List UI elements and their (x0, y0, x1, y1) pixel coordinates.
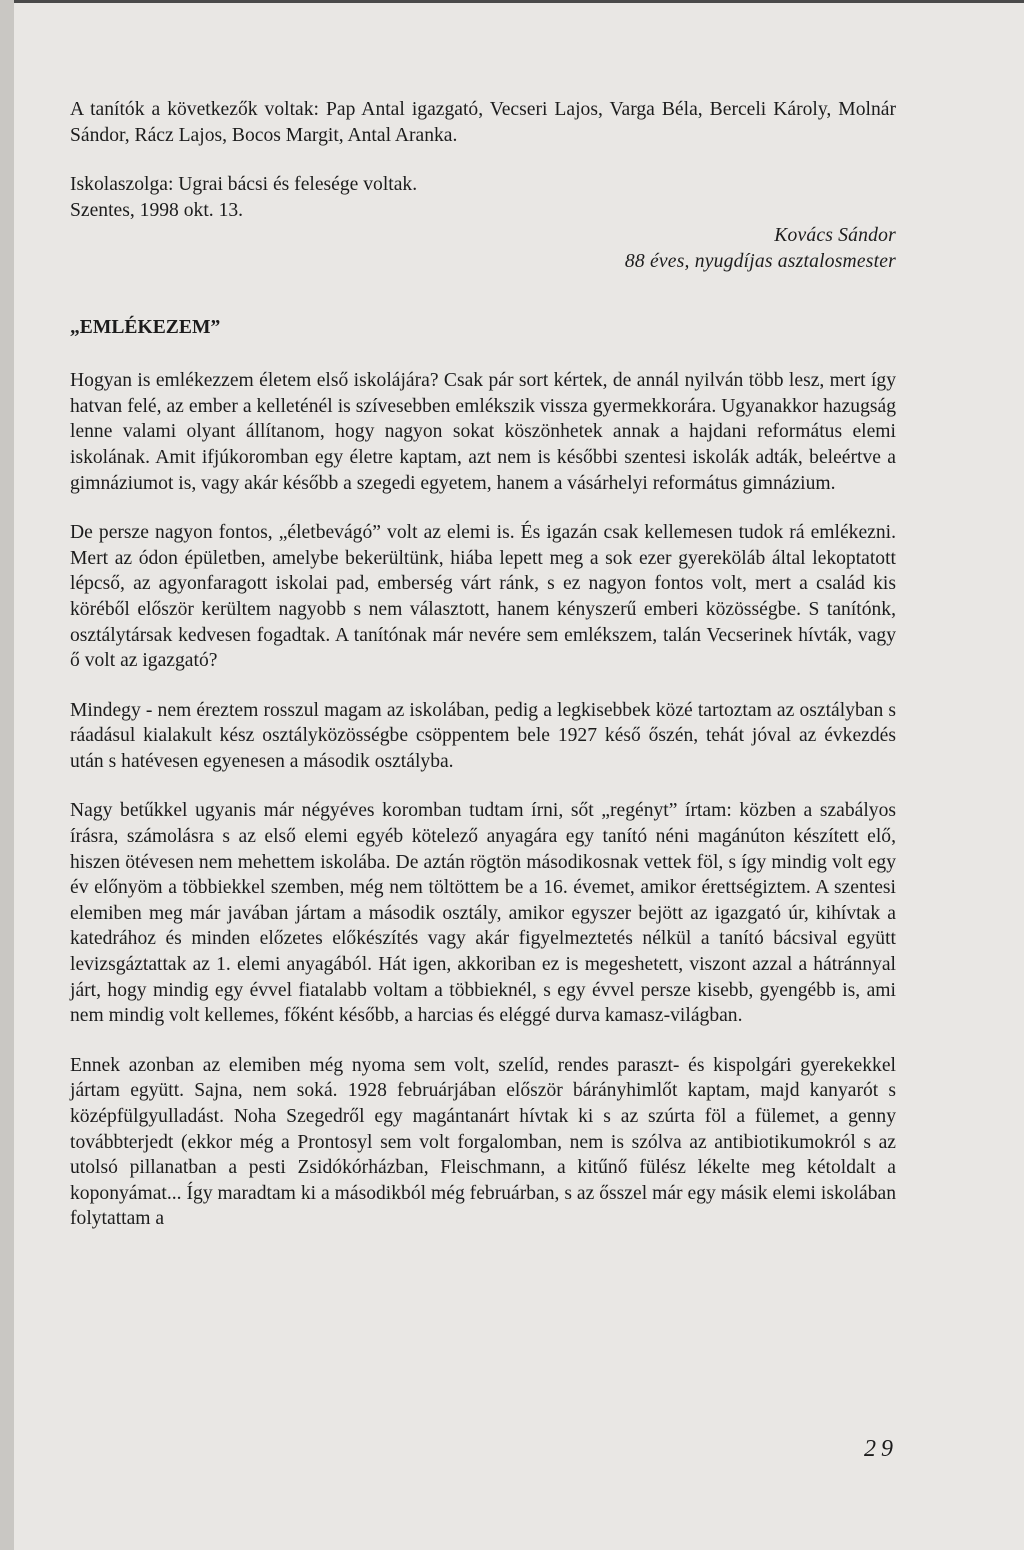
author-name: Kovács Sándor (774, 225, 896, 247)
section-heading: „EMLÉKEZEM” (70, 316, 221, 338)
page-number: 29 (864, 1436, 898, 1462)
page-top-edge (0, 0, 1024, 3)
teachers-paragraph: A tanítók a következők voltak: Pap Antal igazgató, Vecseri Lajos, Varga Béla, Berceli Károly, Molnár Sándor, Rácz Lajos, Bocos Margit, Antal Aranka. (70, 99, 896, 146)
body-paragraph-5: Ennek azonban az elemiben még nyoma sem volt, szelíd, rendes paraszt- és kispolgári gyerekekkel jártam együtt. Sajna, nem soká. 1928 februárjában először bárányhimlőt kaptam, majd kanyarót s középfülgyulladást. Noha Szegedről egy magántanárt hívtak ki s az szúrta föl a fülemet, a genny továbbterjedt (ekkor még a Prontosyl sem volt forgalomban, nem is szólva az antibiotikumokról s az utolsó pillanatban a pesti Zsidókórházban, Fleischmann, a kitűnő fülész lékelte meg kétoldalt a koponyámat... Így maradtam ki a másodikból még februárban, s az ősszel már egy másik elemi iskolában folytattam a (70, 1054, 896, 1230)
body-paragraph-2: De persze nagyon fontos, „életbevágó” volt az elemi is. És igazán csak kellemesen tudok rá emlékezni. Mert az ódon épületben, amelybe bekerültünk, hiába lepett meg a sok ezer gyereköláb által lekoptatott lépcső, az agyonfaragott iskolai pad, emberség várt ránk, s ez nagyon fontos volt, mert a család kis köréből először kerültem nagyobb s nem választott, hanem kényszerű emberi közösségbe. S tanítónk, osztálytársak kedvesen fogadtak. A tanítónak már nevére sem emlékszem, talán Vecserinek hívták, vagy ő volt az igazgató? (70, 522, 896, 672)
body-paragraph-1: Hogyan is emlékezzem életem első iskolájára? Csak pár sort kértek, de annál nyilván több lesz, mert így hatvan felé, az ember a kelleténél is szívesebben emlékszik vissza gyermekkorára. Ugyanakkor hazugság lenne valami olyant állítanom, hogy nagyon sokat köszönhetek annak a hajdani református elemi iskolának. Amit ifjúkoromban egy életre kaptam, azt nem is későbbi szentesi iskolák adták, beleértve a gimnáziumot is, vagy akár később a szegedi egyetem, hanem a vásárhelyi református gimnázium. (70, 370, 896, 494)
place-date: Szentes, 1998 okt. 13. (70, 199, 244, 221)
body-paragraph-3: Mindegy - nem éreztem rosszul magam az iskolában, pedig a legkisebbek közé tartoztam az osztályban s ráadásul kialakult kész osztályközösségbe csöppentem bele 1927 késő őszén, tehát jóval az évkezdés után s hatévesen egyenesen a második osztályba. (70, 699, 896, 772)
janitor-line: Iskolaszolga: Ugrai bácsi és felesége voltak. (70, 174, 418, 196)
author-description: 88 éves, nyugdíjas asztalosmester (624, 250, 896, 272)
body-paragraph-4: Nagy betűkkel ugyanis már négyéves koromban tudtam írni, sőt „regényt” írtam: közben a szabályos írásra, számolásra s az első elemi egyéb kötelező anyagára egy tanító néni magánúton készített elő, hiszen ötévesen nem mehettem iskolába. De aztán rögtön másodikosnak vettek föl, s így mindig volt egy év előnyöm a többiekkel szemben, még nem töltöttem be a 16. évemet, amikor érettségiztem. A szentesi elemiben meg már javában jártam a második osztály, amikor egyszer bejött az igazgató úr, kihívtak a katedrához és minden előzetes előkészítés vagy akár figyelmeztetés nélkül a tanító bácsival együtt levizsgáztattak az 1. elemi anyagából. Hát igen, akkoriban ez is megeshetett, viszont azzal a hátránnyal járt, hogy mindig egy évvel fiatalabb voltam a többieknél, s egy évvel persze kisebb, gyengébb is, ami nem mindig volt kellemes, főként később, a harcias és eléggé durva kamasz-világban. (70, 800, 896, 1027)
text-block (70, 97, 896, 1232)
binding-gutter (0, 0, 14, 1550)
